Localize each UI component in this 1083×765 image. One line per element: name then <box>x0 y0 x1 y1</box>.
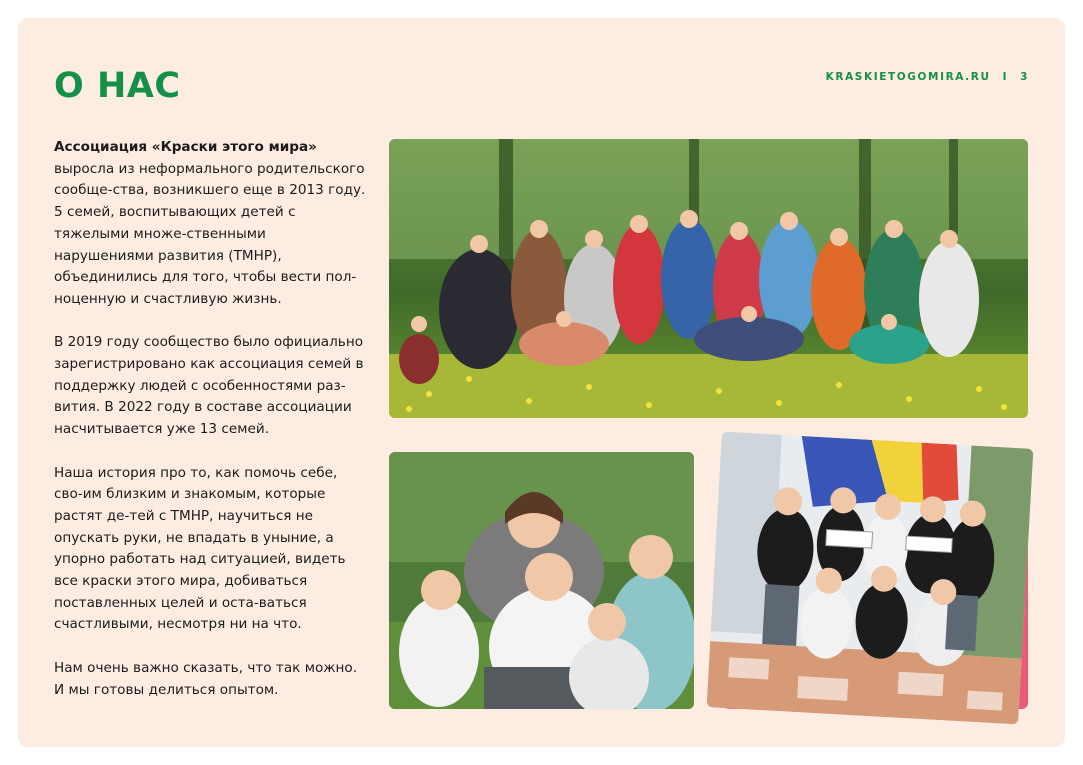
group-photo <box>389 139 1028 418</box>
header-separator: I <box>1002 71 1009 83</box>
paragraph-closing: Нам очень важно сказать, что так можно. И мы готовы делиться опытом. <box>54 659 358 698</box>
association-name: Ассоциация «Краски этого мира» <box>54 139 317 155</box>
team-photo <box>707 432 1034 725</box>
page-header-meta <box>826 71 1029 83</box>
site-url[interactable]: KRASKIETOGOMIRA.RU <box>825 71 991 83</box>
page-number: 3 <box>1020 71 1029 83</box>
family-photo <box>389 452 694 709</box>
page-card <box>18 18 1065 747</box>
paragraph-mission: Наша история про то, как помочь себе, сво-им близким и знакомым, которые растят де-тей с ТМНР, научиться не опускать руки, не впадать в уныние, а упорно работать над ситуацией, видеть все краски этого мира, добиваться поставленных целей и оста-ваться счастливыми, несмотря ни на что. <box>54 464 346 633</box>
paragraph-history-text: выросла из неформального родительского сообще-ства, возникшего еще в 2013 году. 5 семей, воспитывающих детей с тяжелыми множе-ственными нарушениями развития (ТМНР), объединились для того, чтобы вести пол-ноценную и счастливую жизнь. <box>54 160 366 307</box>
paragraph-history <box>54 137 366 311</box>
paragraph-registration: В 2019 году сообщество было официально зарегистрировано как ассоциация семей в поддержку людей с особенностями раз-вития. В 2022 году в составе ассоциации насчитывается уже 13 семей. <box>54 334 364 438</box>
team-photo-wrapper <box>707 432 1034 725</box>
page-title: О НАС <box>54 66 181 106</box>
about-text <box>54 137 366 723</box>
